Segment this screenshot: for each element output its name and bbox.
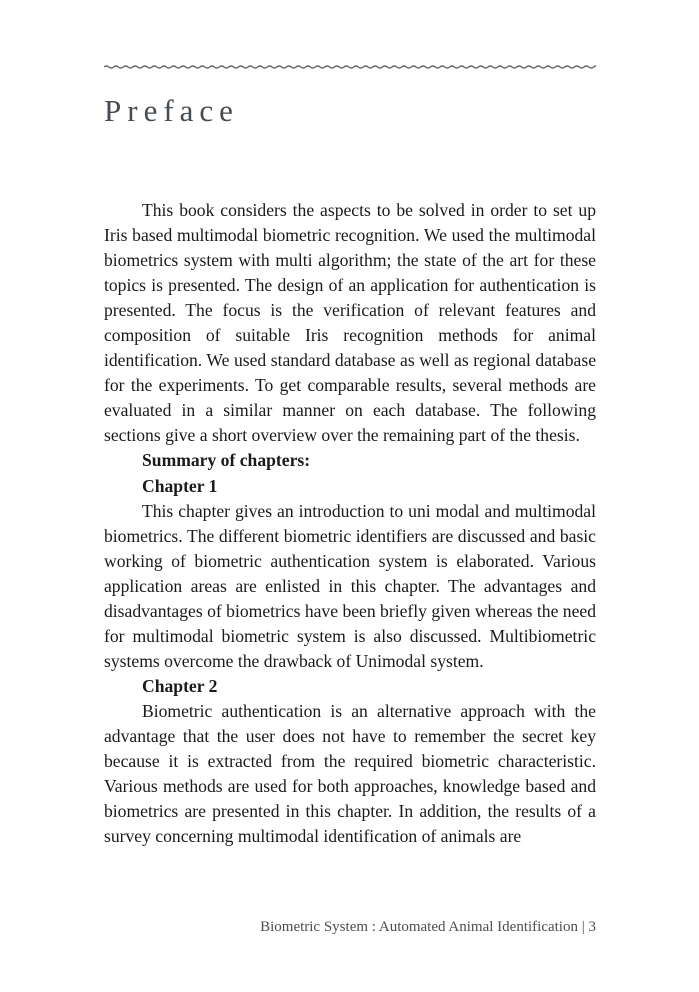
chapter-2-heading: Chapter 2 xyxy=(142,675,218,696)
footer-book-title: Biometric System : Automated Animal Identification xyxy=(260,919,578,935)
page-number: 3 xyxy=(588,919,596,935)
chapter-1-paragraph: This chapter gives an introduction to uni modal and multimodal biometrics. The different biometric identifiers are discussed and basic working of biometric authentication system is elaborated. Various application areas are enlisted in this chapter. The advantages and disadvantages of biometrics have been briefly given whereas the need for multimodal biometric system is also discussed. Multibiometric systems overcome the drawback of Unimodal system. xyxy=(104,500,596,671)
page-body xyxy=(104,198,596,849)
summary-heading: Summary of chapters: xyxy=(142,450,311,471)
chapter-1-heading: Chapter 1 xyxy=(142,475,218,496)
page-footer xyxy=(260,919,596,936)
footer-separator: | xyxy=(577,919,589,935)
chapter-2-paragraph: Biometric authentication is an alternative approach with the advantage that the user does not have to remember the secret key because it is extracted from the required biometric characteristic. Various methods are used for both approaches, knowledge based and biometrics are presented in this chapter. In addition, the results of a survey concerning multimodal identification of animals are xyxy=(104,700,596,847)
page-title: Preface xyxy=(104,93,239,128)
intro-paragraph: This book considers the aspects to be solved in order to set up Iris based multimodal biometric recognition. We used the multimodal biometrics system with multi algorithm; the state of the art for these topics is presented. The design of an application for authentication is presented. The focus is the verification of relevant features and composition of suitable Iris recognition methods for animal identification. We used standard database as well as regional database for the experiments. To get comparable results, several methods are evaluated in a similar manner on each database. The following sections give a short overview over the remaining part of the thesis. xyxy=(104,200,596,446)
decorative-wave-rule xyxy=(104,61,596,73)
